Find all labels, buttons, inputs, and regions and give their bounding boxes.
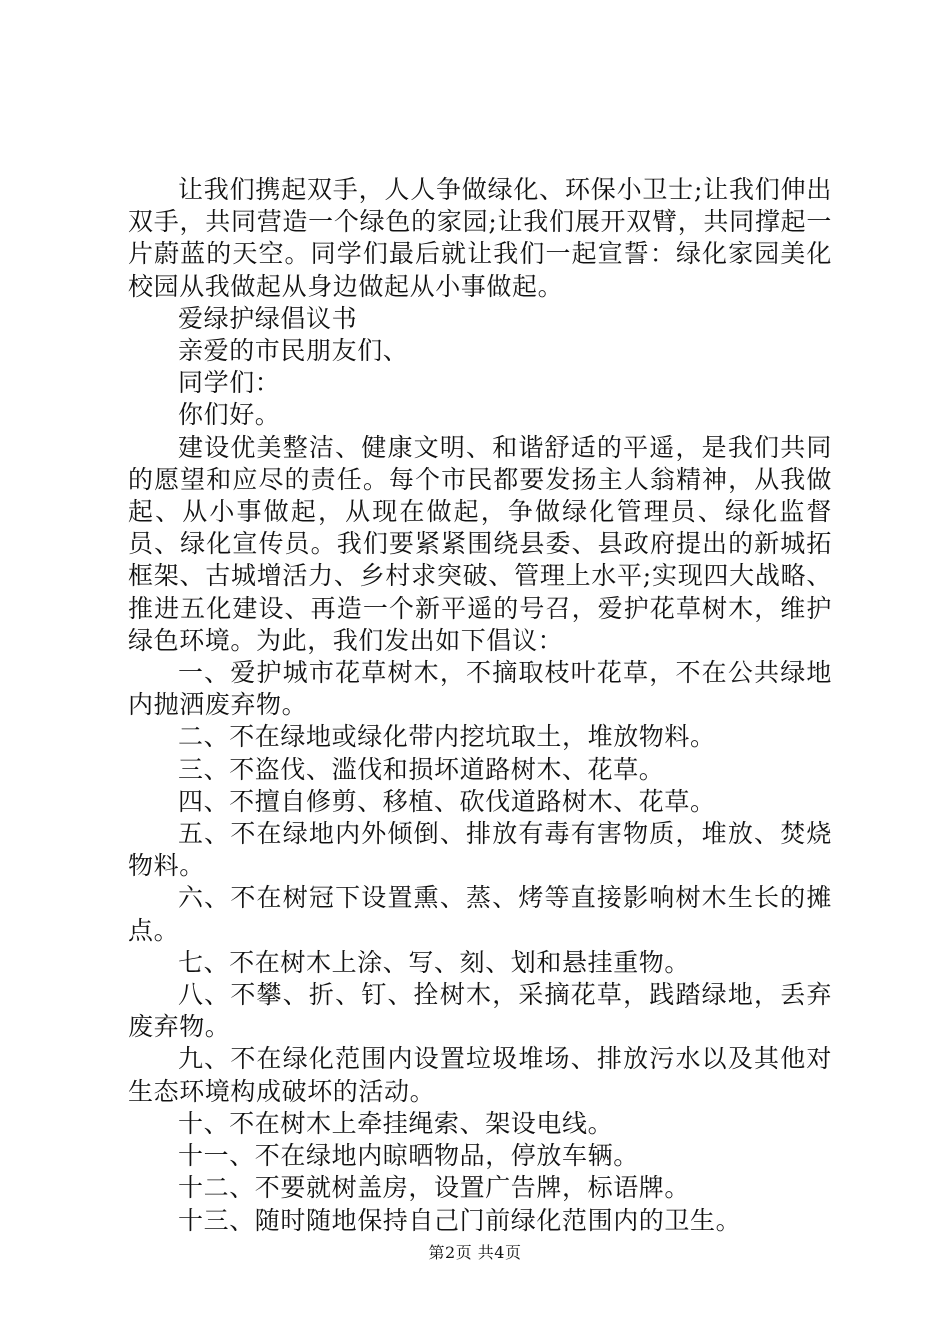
proposal-item-10: 十、不在树木上牵挂绳索、架设电线。 [178,1108,614,1138]
paragraph-intro: 建设优美整洁、健康文明、和谐舒适的平遥，是我们共同的愿望和应尽的责任。每个市民都要发扬主人翁精神，从我做起、从小事做起，从现在做起，争做绿化管理员、绿化监督员、绿化宣传员。我们要紧紧围绕县委、县政府提出的新城拓框架、古城增活力、乡村求突破、管理上水平;实现四大战略、推进五化建设、再造一个新平遥的号召，爱护花草树木，维护绿色环境。为此，我们发出如下倡议： [128,432,832,655]
salutation-citizens: 亲爱的市民朋友们、 [178,336,409,366]
salutation-students: 同学们： [178,368,281,398]
page-number: 第2页 共4页 [428,1243,522,1262]
proposal-title: 爱绿护绿倡议书 [178,303,358,333]
proposal-item-7: 七、不在树木上涂、写、刻、划和悬挂重物。 [178,947,691,977]
proposal-item-9: 九、不在绿化范围内设置垃圾堆场、排放污水以及其他对生态环境构成破坏的活动。 [128,1044,832,1106]
proposal-item-13: 十三、随时随地保持自己门前绿化范围内的卫生。 [178,1205,742,1235]
paragraph-closing-pledge: 让我们携起双手，人人争做绿化、环保小卫士;让我们伸出双手，共同营造一个绿色的家园;让我们展开双臂，共同撑起一片蔚蓝的天空。同学们最后就让我们一起宣誓：绿化家园美化校园从我做起从身边做起从小事做起。 [128,175,832,301]
document-body [128,174,832,1237]
proposal-item-6: 六、不在树冠下设置熏、蒸、烤等直接影响树木生长的摊点。 [128,883,832,945]
proposal-item-8: 八、不攀、折、钉、拴树木，采摘花草，践踏绿地，丢弃废弃物。 [128,980,832,1042]
proposal-item-4: 四、不擅自修剪、移植、砍伐道路树木、花草。 [178,786,716,816]
greeting: 你们好。 [178,400,281,430]
proposal-item-5: 五、不在绿地内外倾倒、排放有毒有害物质，堆放、焚烧物料。 [128,819,832,881]
proposal-item-2: 二、不在绿地或绿化带内挖坑取土，堆放物料。 [178,722,716,752]
proposal-item-3: 三、不盗伐、滥伐和损坏道路树木、花草。 [178,754,665,784]
proposal-item-11: 十一、不在绿地内晾晒物品，停放车辆。 [178,1141,639,1171]
proposal-item-1: 一、爱护城市花草树木，不摘取枝叶花草，不在公共绿地内抛洒废弃物。 [128,658,832,720]
proposal-item-12: 十二、不要就树盖房，设置广告牌，标语牌。 [178,1173,691,1203]
